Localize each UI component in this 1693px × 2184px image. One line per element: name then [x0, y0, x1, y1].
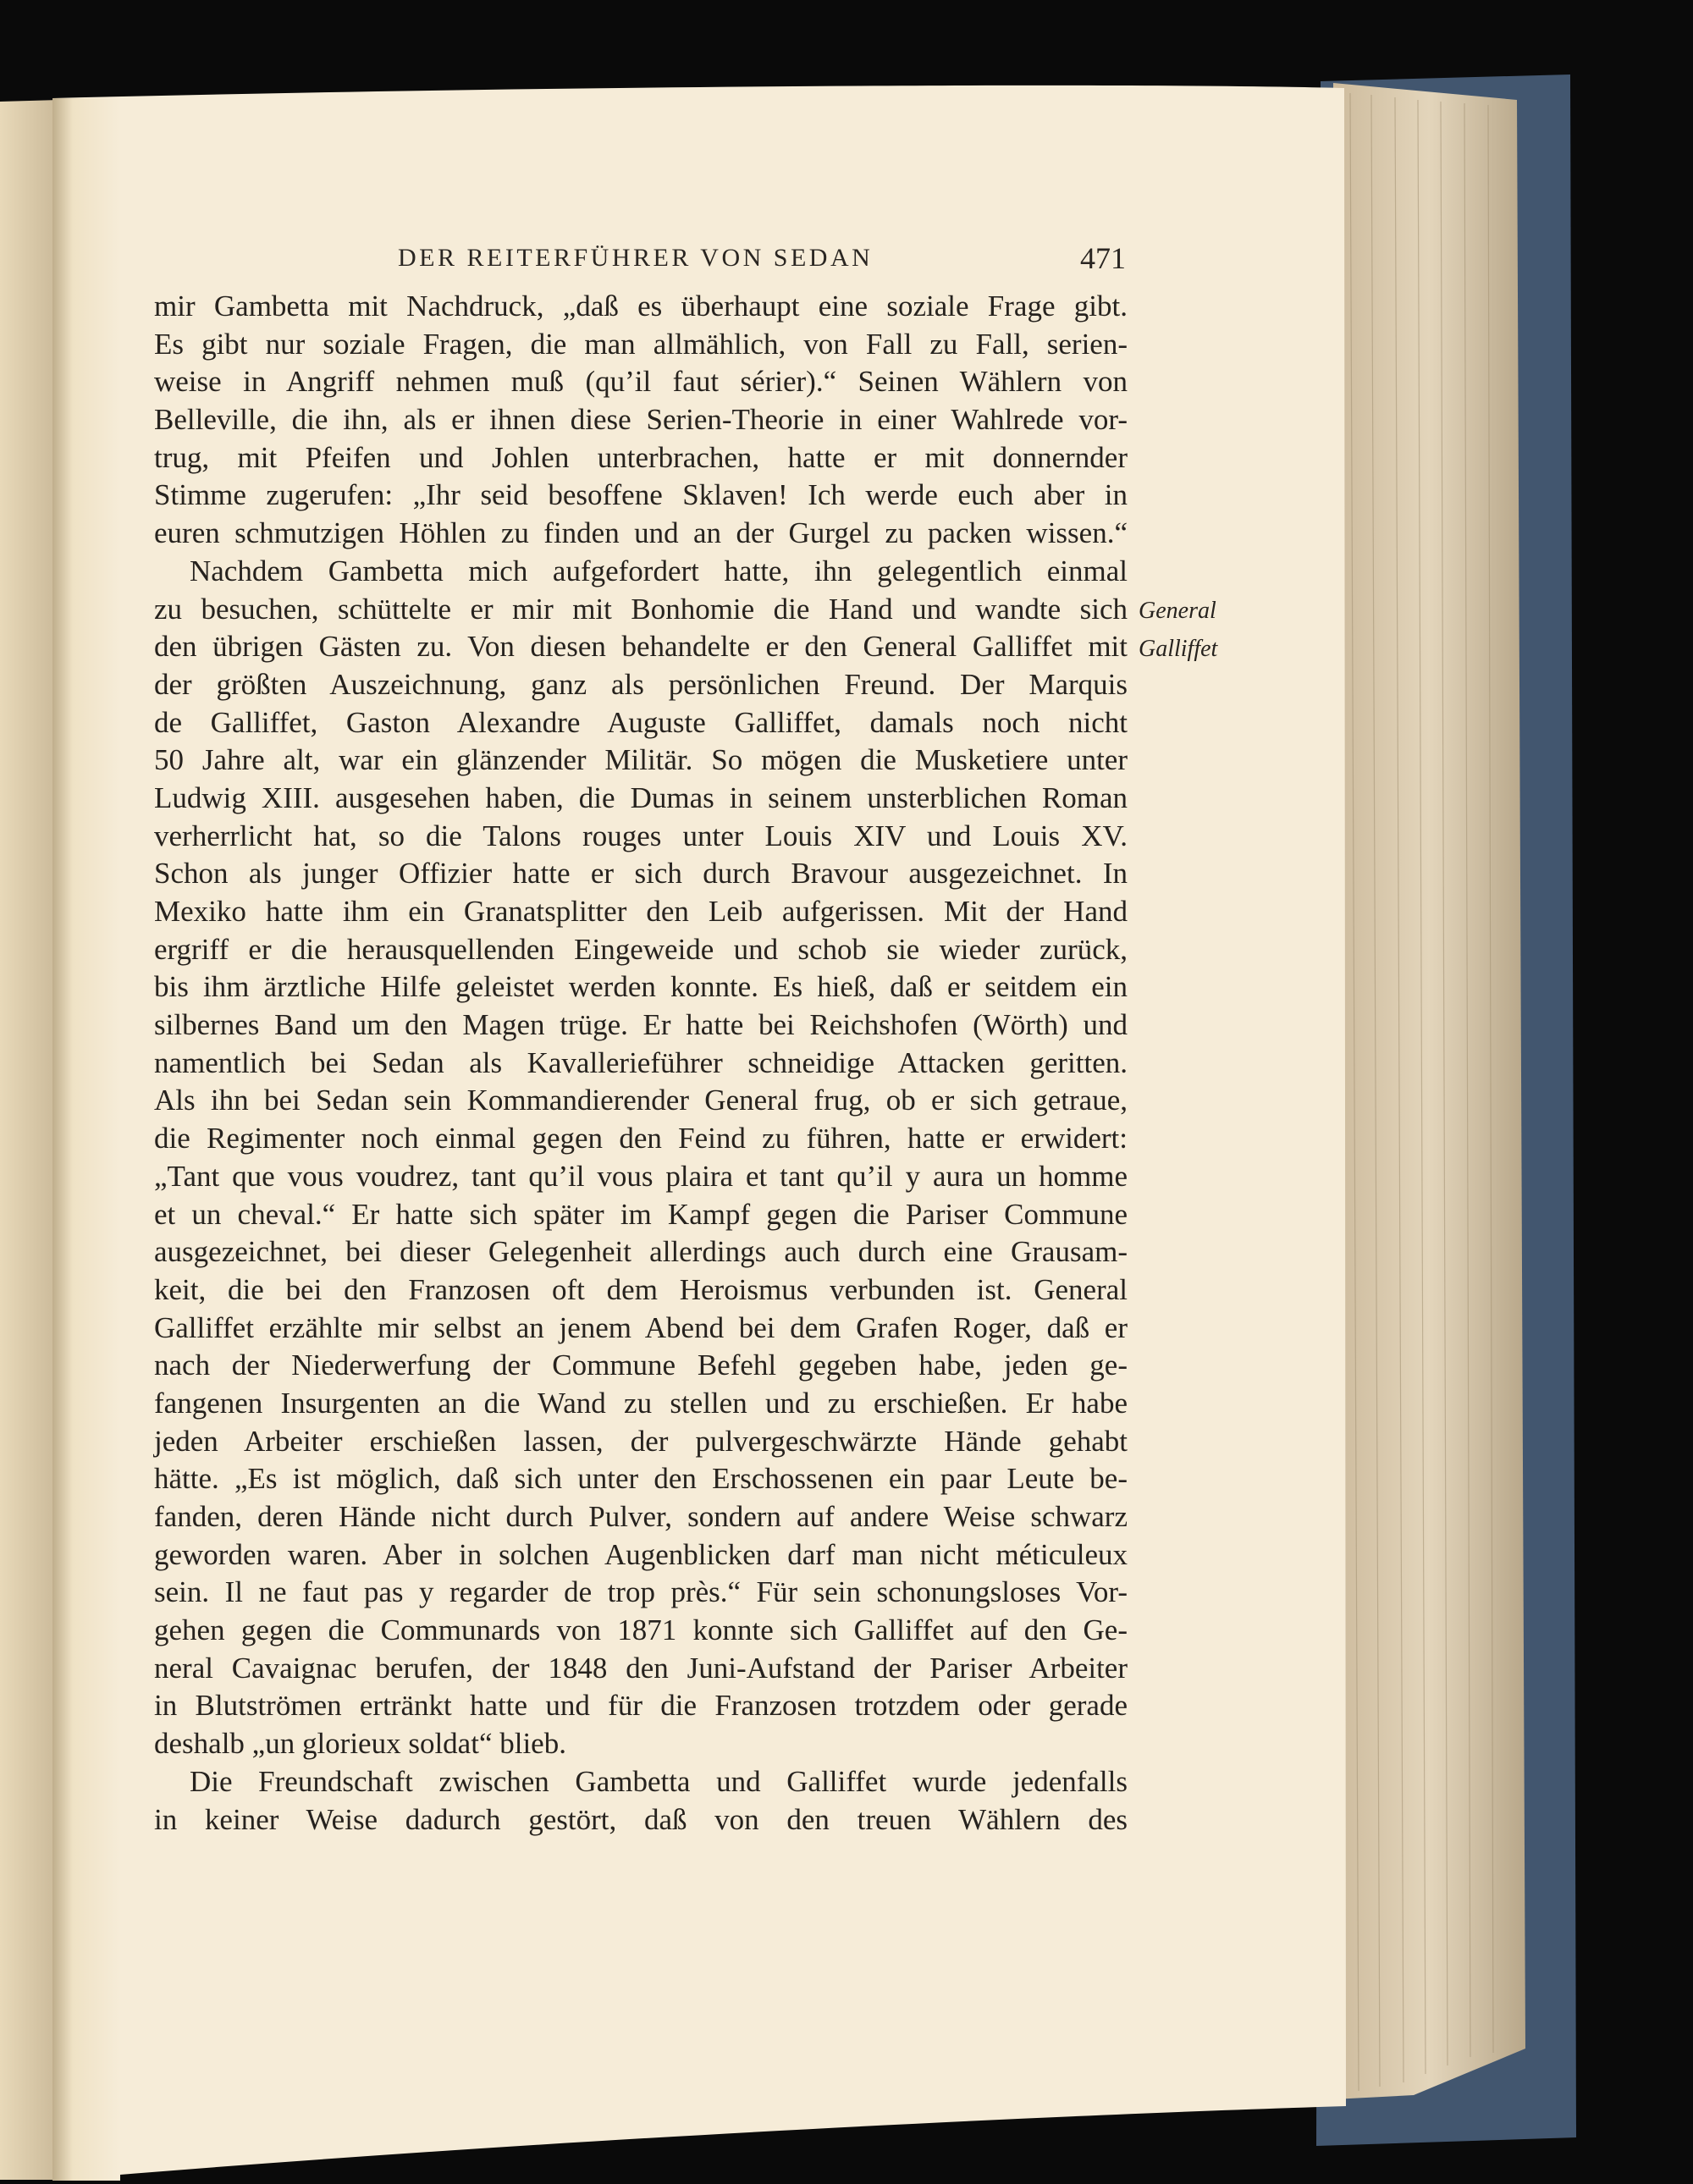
- page-stack-edge: [1333, 83, 1525, 2099]
- gutter-shadow: [52, 98, 120, 2181]
- page-number: 471: [1080, 241, 1126, 275]
- text-line: Galliffet erzählte mir selbst an jenem Abend bei dem Grafen Roger, daß er: [154, 1310, 1128, 1344]
- margin-note-line: Galliffet: [1139, 635, 1218, 662]
- text-line: Es gibt nur soziale Fragen, die man allmählich, von Fall zu Fall, serien-: [154, 327, 1128, 361]
- text-line: in keiner Weise dadurch gestört, daß von den treuen Wählern des: [154, 1802, 1128, 1836]
- text-line: Als ihn bei Sedan sein Kommandierender General frug, ob er sich getraue,: [154, 1084, 1128, 1117]
- text-line: 50 Jahre alt, war ein glänzender Militär. So mögen die Musketiere unter: [154, 743, 1128, 777]
- text-line: den übrigen Gästen zu. Von diesen behandelte er den General Galliffet mit: [154, 630, 1128, 664]
- text-line: ergriff er die herausquellenden Eingeweide und schob sie wieder zurück,: [154, 932, 1128, 966]
- text-line: jeden Arbeiter erschießen lassen, der pulvergeschwärzte Hände gehabt: [154, 1424, 1128, 1458]
- margin-note-line: General: [1139, 598, 1216, 624]
- text-line: ausgezeichnet, bei dieser Gelegenheit allerdings auch durch eine Grausam-: [154, 1235, 1128, 1269]
- text-line: silbernes Band um den Magen trüge. Er hatte bei Reichshofen (Wörth) und: [154, 1008, 1128, 1042]
- text-line: Die Freundschaft zwischen Gambetta und Galliffet wurde jedenfalls: [190, 1764, 1128, 1798]
- text-line: euren schmutzigen Höhlen zu finden und an der Gurgel zu packen wissen.“: [154, 516, 1128, 550]
- text-line: Nachdem Gambetta mich aufgefordert hatte, ihn gelegentlich einmal: [190, 554, 1128, 587]
- text-line: Belleville, die ihn, als er ihnen diese Serien-Theorie in einer Wahlrede vor-: [154, 403, 1128, 437]
- text-line: Ludwig XIII. ausgesehen haben, die Dumas in seinem unsterblichen Roman: [154, 780, 1128, 814]
- facing-page-edge: [0, 100, 61, 2180]
- text-line: Mexiko hatte ihm ein Granatsplitter den Leib aufgerissen. Mit der Hand: [154, 895, 1128, 928]
- text-line: de Galliffet, Gaston Alexandre Auguste Galliffet, damals noch nicht: [154, 705, 1128, 739]
- text-line: weise in Angriff nehmen muß (qu’il faut sérier).“ Seinen Wählern von: [154, 365, 1128, 399]
- text-line: Schon als junger Offizier hatte er sich durch Bravour ausgezeichnet. In: [154, 857, 1128, 891]
- text-line: nach der Niederwerfung der Commune Befehl gegeben habe, jeden ge-: [154, 1348, 1128, 1382]
- page-header: [161, 241, 1126, 286]
- text-line: mir Gambetta mit Nachdruck, „daß es überhaupt eine soziale Frage gibt.: [154, 290, 1128, 323]
- text-line: Stimme zugerufen: „Ihr seid besoffene Sklaven! Ich werde euch aber in: [154, 478, 1128, 512]
- text-line: keit, die bei den Franzosen oft dem Heroismus verbunden ist. General: [154, 1272, 1128, 1306]
- running-head: DER REITERFÜHRER VON SEDAN: [398, 244, 874, 272]
- text-line: fangenen Insurgenten an die Wand zu stellen und zu erschießen. Er habe: [154, 1386, 1128, 1420]
- text-line: gehen gegen die Communards von 1871 konnte sich Galliffet auf den Ge-: [154, 1613, 1128, 1647]
- text-line: geworden waren. Aber in solchen Augenblicken darf man nicht méticuleux: [154, 1537, 1128, 1571]
- text-line: fanden, deren Hände nicht durch Pulver, sondern auf andere Weise schwarz: [154, 1500, 1128, 1533]
- body-text: [154, 288, 1128, 1839]
- text-line: sein. Il ne faut pas y regarder de trop près.“ Für sein schonungsloses Vor-: [154, 1575, 1128, 1609]
- text-line: „Tant que vous voudrez, tant qu’il vous plaira et tant qu’il y aura un homme: [154, 1159, 1128, 1193]
- text-line: der größten Auszeichnung, ganz als persönlichen Freund. Der Marquis: [154, 667, 1128, 701]
- text-line: zu besuchen, schüttelte er mir mit Bonhomie die Hand und wandte sich: [154, 592, 1128, 626]
- text-line: in Blutströmen ertränkt hatte und für die Franzosen trotzdem oder gerade: [154, 1689, 1128, 1723]
- margin-note: [1139, 593, 1217, 668]
- text-line: et un cheval.“ Er hatte sich später im Kampf gegen die Pariser Commune: [154, 1197, 1128, 1231]
- text-line: trug, mit Pfeifen und Johlen unterbrachen, hatte er mit donnernder: [154, 440, 1128, 474]
- text-line: deshalb „un glorieux soldat“ blieb.: [154, 1727, 566, 1761]
- text-line: hätte. „Es ist möglich, daß sich unter den Erschossenen ein paar Leute be-: [154, 1462, 1128, 1496]
- text-line: verherrlicht hat, so die Talons rouges unter Louis XIV und Louis XV.: [154, 819, 1128, 852]
- text-line: namentlich bei Sedan als Kavallerieführer schneidige Attacken geritten.: [154, 1045, 1128, 1079]
- text-line: neral Cavaignac berufen, der 1848 den Juni-Aufstand der Pariser Arbeiter: [154, 1651, 1128, 1685]
- text-line: die Regimenter noch einmal gegen den Feind zu führen, hatte er erwidert:: [154, 1122, 1128, 1155]
- text-line: bis ihm ärztliche Hilfe geleistet werden konnte. Es hieß, daß er seitdem ein: [154, 970, 1128, 1004]
